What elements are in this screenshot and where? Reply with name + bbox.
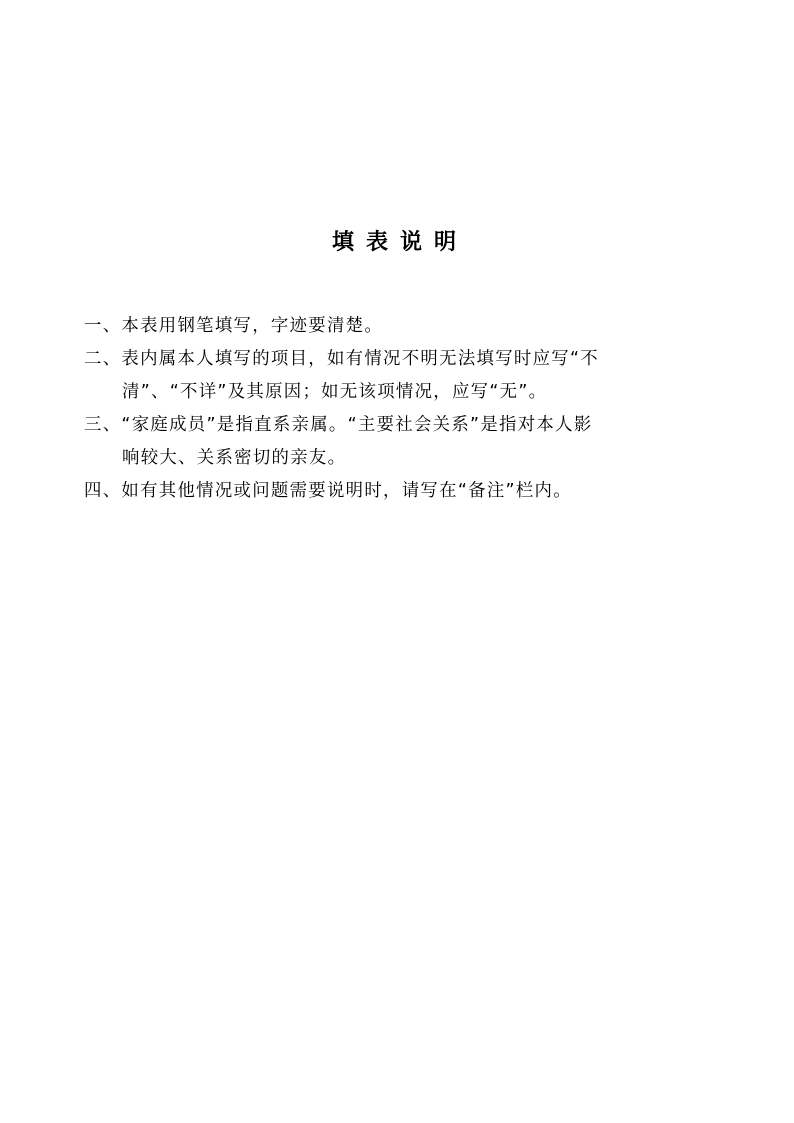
instruction-item-4-line-1: 四、如有其他情况或问题需要说明时，请写在“备注”栏内。 <box>84 481 572 501</box>
instruction-item-2-line-2: 清”、“不详”及其原因；如无该项情况，应写“无”。 <box>122 382 548 402</box>
instruction-item-3-line-2: 响较大、关系密切的亲友。 <box>122 448 347 468</box>
instruction-item-1 <box>84 310 710 343</box>
instruction-item-1-line-1: 一、本表用钢笔填写，字迹要清楚。 <box>84 316 384 336</box>
instruction-item-3 <box>84 409 710 475</box>
instruction-item-2 <box>84 343 710 409</box>
instruction-item-2-line-1: 二、表内属本人填写的项目，如有情况不明无法填写时应写“不 <box>84 349 599 369</box>
instruction-list <box>84 310 710 508</box>
instruction-item-4 <box>84 475 710 508</box>
instruction-item-3-line-1: 三、“家庭成员”是指直系亲属。“主要社会关系”是指对本人影 <box>84 415 593 435</box>
page-title: 填表说明 <box>331 230 468 255</box>
